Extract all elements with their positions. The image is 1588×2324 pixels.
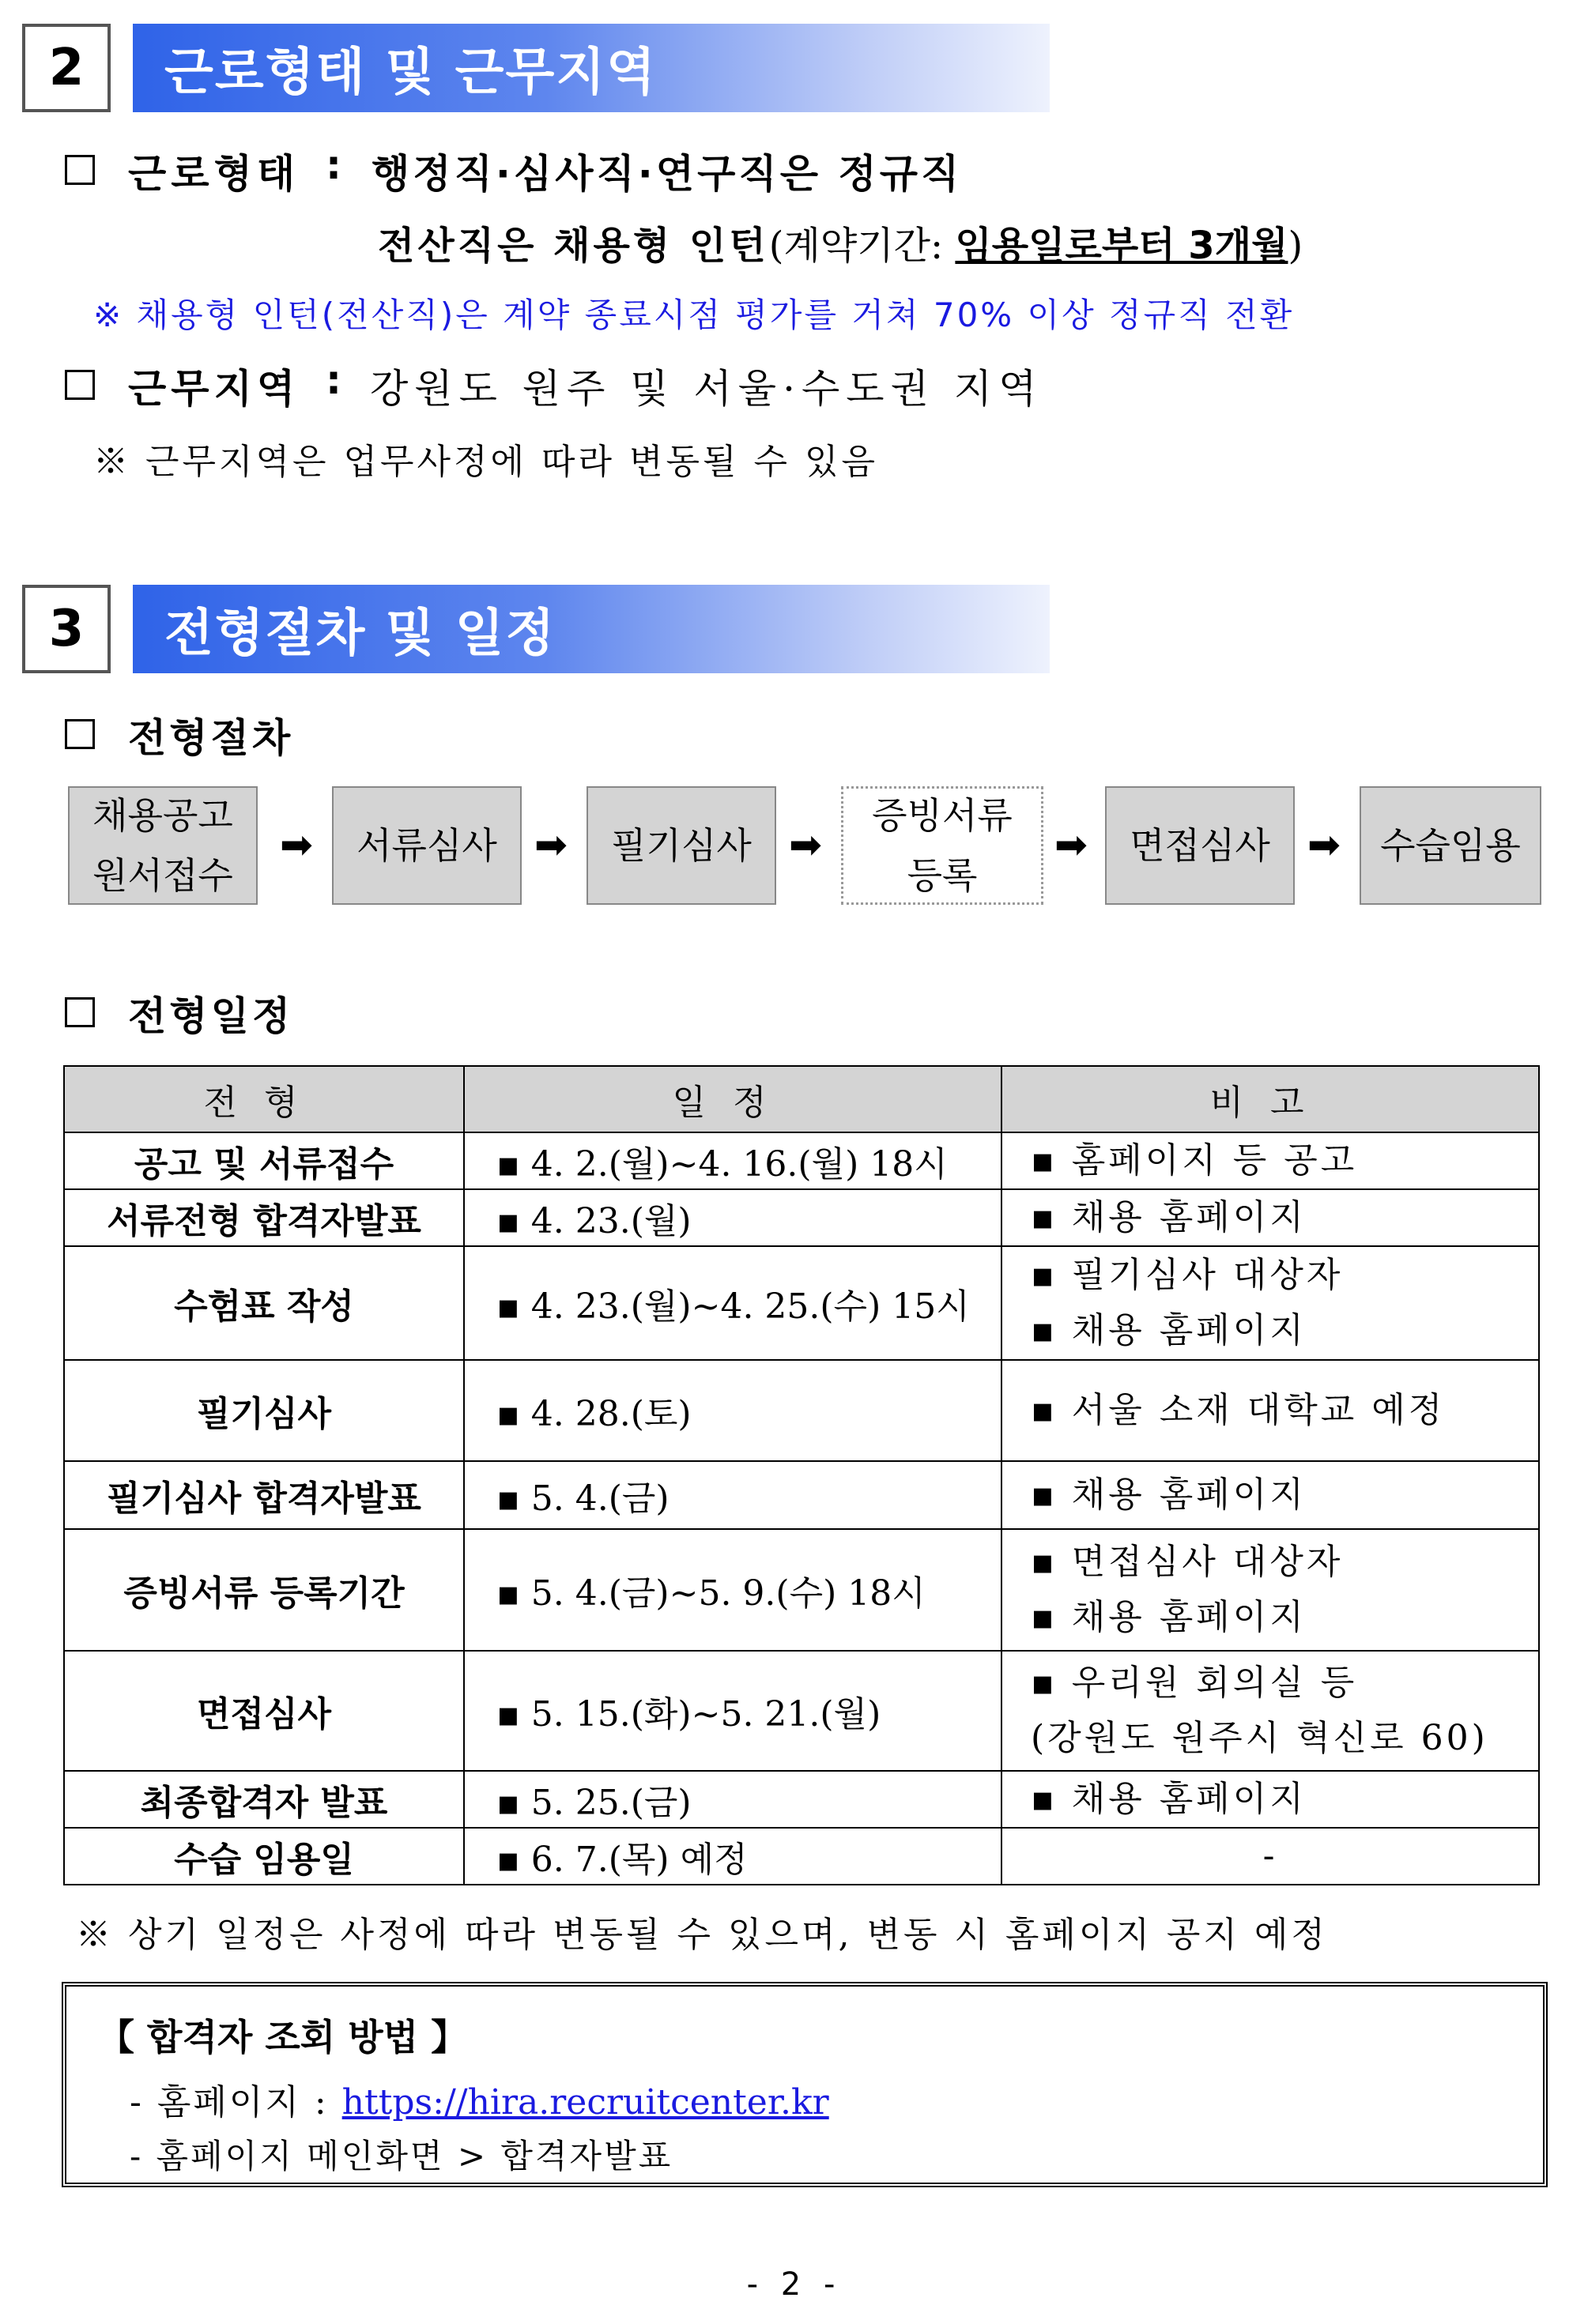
row-notes — [1001, 1132, 1539, 1189]
row-stage: 필기심사 — [64, 1360, 464, 1461]
row-stage: 증빙서류 등록기간 — [64, 1529, 464, 1651]
section-2-number: 2 — [22, 24, 111, 112]
row-date: ▪ 4. 2.(월)~4. 16.(월) 18시 — [464, 1132, 1001, 1189]
note-line: ▪ 채용 홈페이지 — [1031, 1310, 1307, 1350]
arrow-right-icon: ➡ — [280, 822, 313, 868]
row-date: ▪ 4. 28.(토) — [464, 1360, 1001, 1461]
checkbox-work-type — [65, 155, 95, 185]
note-line: ▪ 채용 홈페이지 — [1031, 1779, 1307, 1819]
row-stage: 수습 임용일 — [64, 1828, 464, 1885]
lookup-path-line: - 홈페이지 메인화면 > 합격자발표 — [130, 2137, 673, 2175]
note-line: ▪ 채용 홈페이지 — [1031, 1475, 1307, 1515]
table-row — [64, 1246, 1539, 1360]
arrow-right-icon: ➡ — [1054, 822, 1088, 868]
note-line: ▪ 필기심사 대상자 — [1031, 1255, 1344, 1295]
row-notes — [1001, 1828, 1539, 1885]
row-stage: 면접심사 — [64, 1651, 464, 1771]
row-notes — [1001, 1360, 1539, 1461]
schedule-note: ※ 상기 일정은 사정에 따라 변동될 수 있으며, 변동 시 홈페이지 공지 예정 — [76, 1915, 1328, 1955]
lookup-title: 【 합격자 조회 방법 】 — [98, 2016, 468, 2058]
lookup-homepage-prefix: - 홈페이지 : — [130, 2082, 342, 2122]
arrow-right-icon: ➡ — [1307, 822, 1341, 868]
note-line: ▪ 홈페이지 등 공고 — [1031, 1140, 1358, 1181]
table-row — [64, 1461, 1539, 1529]
homepage-link[interactable]: https://hira.recruitcenter.kr — [341, 2082, 829, 2122]
location-colon: : — [326, 357, 341, 403]
procedure-label: 전형절차 — [128, 715, 294, 761]
work-type-colon: : — [326, 142, 341, 188]
row-date: ▪ 5. 4.(금)~5. 9.(수) 18시 — [464, 1529, 1001, 1651]
checkbox-procedure — [65, 719, 95, 749]
row-date: ▪ 4. 23.(월) — [464, 1189, 1001, 1246]
arrow-right-icon: ➡ — [789, 822, 822, 868]
step-written-test: 필기심사 — [587, 786, 776, 905]
row-stage: 서류전형 합격자발표 — [64, 1189, 464, 1246]
row-stage: 공고 및 서류접수 — [64, 1132, 464, 1189]
section-2-title: 근로형태 및 근무지역 — [133, 24, 1050, 112]
note-line: ▪ 채용 홈페이지 — [1031, 1197, 1307, 1237]
table-row — [64, 1771, 1539, 1828]
step-interview: 면접심사 — [1105, 786, 1295, 905]
row-notes — [1001, 1246, 1539, 1360]
work-type-label: 근로형태 — [128, 151, 300, 197]
header-date: 일정 — [464, 1066, 1001, 1132]
lookup-homepage-line — [130, 2074, 829, 2124]
table-row — [64, 1828, 1539, 1885]
row-date: ▪ 5. 25.(금) — [464, 1771, 1001, 1828]
note-line: ▪ 면접심사 대상자 — [1031, 1542, 1344, 1582]
row-notes — [1001, 1189, 1539, 1246]
step-document-review: 서류심사 — [332, 786, 522, 905]
step-probation: 수습임용 — [1360, 786, 1541, 905]
work-type-value: 행정직·심사직·연구직은 정규직 — [372, 151, 963, 197]
location-note: ※ 근무지역은 업무사정에 따라 변동될 수 있음 — [93, 442, 878, 482]
checkbox-schedule — [65, 997, 95, 1027]
intern-note: ※ 채용형 인턴(전산직)은 계약 종료시점 평가를 거쳐 70% 이상 정규직 전환 — [93, 296, 1295, 334]
contract-open: (계약기간: — [768, 224, 956, 268]
section-3-number: 3 — [22, 585, 111, 673]
row-date: ▪ 4. 23.(월)~4. 25.(수) 15시 — [464, 1246, 1001, 1360]
header-stage: 전형 — [64, 1066, 464, 1132]
page-number: - 2 - — [746, 2266, 842, 2303]
step-announcement: 채용공고 원서접수 — [68, 786, 258, 905]
contract-period: 임용일로부터 3개월 — [955, 224, 1288, 268]
step-document-submission: 증빙서류 등록 — [841, 786, 1043, 905]
location-value: 강원도 원주 및 서울·수도권 지역 — [370, 366, 1043, 412]
row-notes — [1001, 1461, 1539, 1529]
row-date: ▪ 6. 7.(목) 예정 — [464, 1828, 1001, 1885]
note-line: - — [1262, 1836, 1278, 1876]
result-lookup-box — [62, 1982, 1548, 2187]
row-notes — [1001, 1651, 1539, 1771]
row-stage: 필기심사 합격자발표 — [64, 1461, 464, 1529]
note-line: ▪ 우리원 회의실 등 — [1031, 1663, 1358, 1703]
table-row — [64, 1529, 1539, 1651]
location-label: 근무지역 — [128, 366, 300, 412]
row-date: ▪ 5. 4.(금) — [464, 1461, 1001, 1529]
arrow-right-icon: ➡ — [534, 822, 568, 868]
row-stage: 최종합격자 발표 — [64, 1771, 464, 1828]
it-role-line — [378, 215, 1303, 269]
note-line: ▪ 채용 홈페이지 — [1031, 1597, 1307, 1637]
table-header-row — [64, 1066, 1539, 1132]
row-notes — [1001, 1771, 1539, 1828]
row-date: ▪ 5. 15.(화)~5. 21.(월) — [464, 1651, 1001, 1771]
section-3-title: 전형절차 및 일정 — [133, 585, 1050, 673]
schedule-label: 전형일정 — [128, 993, 294, 1039]
table-row — [64, 1189, 1539, 1246]
checkbox-location — [65, 370, 95, 400]
table-row — [64, 1651, 1539, 1771]
note-line: (강원도 원주시 혁신로 60) — [1031, 1718, 1488, 1758]
row-stage: 수험표 작성 — [64, 1246, 464, 1360]
note-line: ▪ 서울 소재 대학교 예정 — [1031, 1390, 1446, 1430]
table-row — [64, 1360, 1539, 1461]
it-role: 전산직은 채용형 인턴 — [378, 224, 769, 268]
table-row — [64, 1132, 1539, 1189]
schedule-table — [63, 1065, 1540, 1885]
row-notes — [1001, 1529, 1539, 1651]
contract-close: ) — [1288, 224, 1303, 268]
header-notes: 비고 — [1001, 1066, 1539, 1132]
